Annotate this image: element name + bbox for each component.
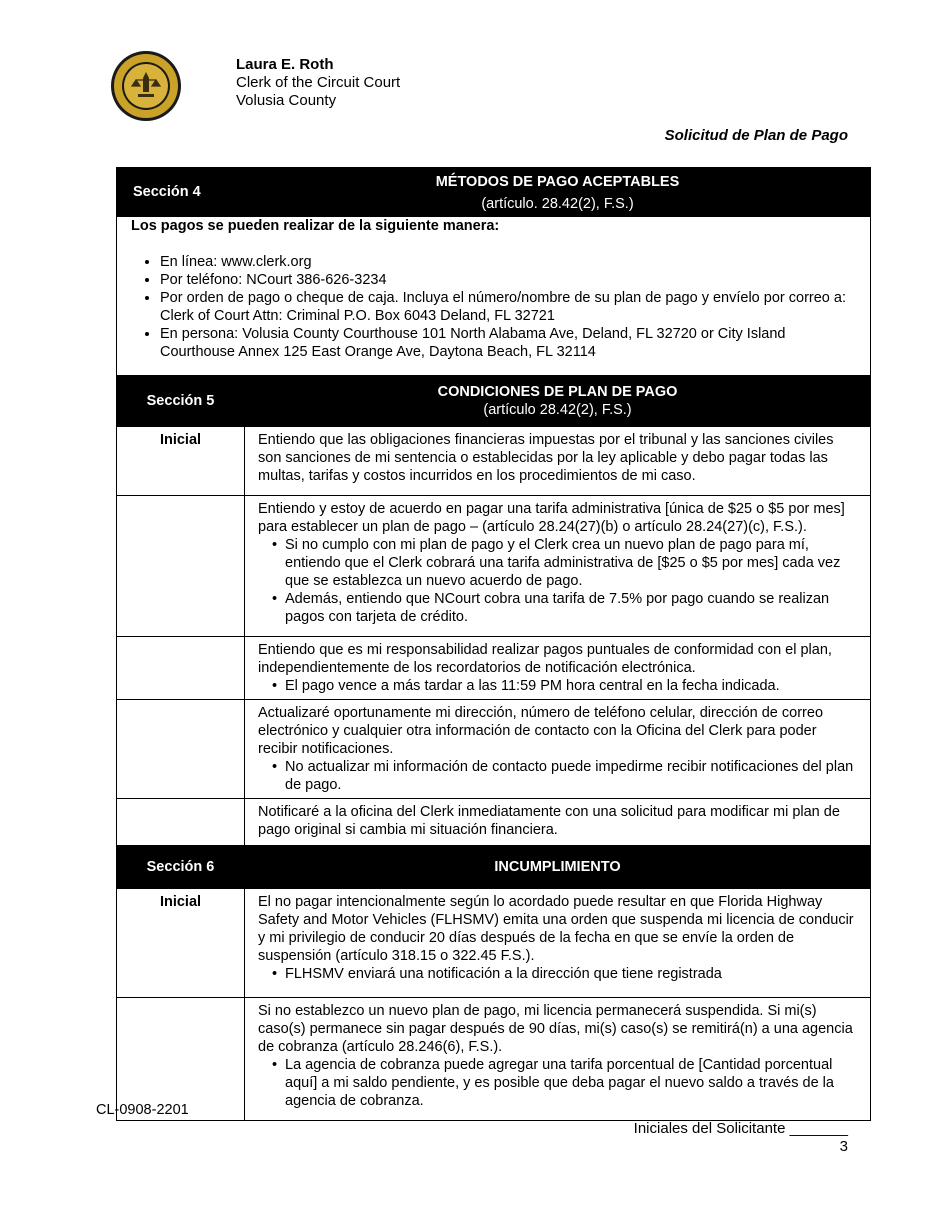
- clerk-seal: [110, 50, 182, 122]
- section-5-row-text-cell: [245, 799, 871, 846]
- initial-box[interactable]: [117, 637, 245, 700]
- initial-label: Inicial: [117, 889, 245, 998]
- condition-bullet: • El pago vence a más tardar a las 11:59 PM hora central en la fecha indicada.: [272, 677, 860, 695]
- section-6-row: [117, 998, 871, 1121]
- section-6-label: Sección 6: [117, 846, 245, 889]
- section-5-label: Sección 5: [117, 376, 245, 427]
- condition-bullet: • Si no cumplo con mi plan de pago y el Clerk crea un nuevo plan de pago para mí, entiendo que el Clerk cobrará una tarifa administrativa de [$25 o $5 por mes] cada vez que se establezca un nuevo acuerdo de pago.: [272, 536, 860, 590]
- form-table: [116, 167, 871, 1121]
- condition-text: Entiendo y estoy de acuerdo en pagar una tarifa administrativa [única de $25 o $5 por mes] para establecer un plan de pago – (artículo 28.24(27)(b) o artículo 28.24(27)(c), F.S.).: [258, 501, 845, 535]
- default-text: Si no establezco un nuevo plan de pago, mi licencia permanecerá suspendida. Si mi(s) caso(s) permanece sin pagar después de 90 días, mi(s) caso(s) se remitirá(n) a una agencia de cobranza (artículo 28.246(6), F.S.).: [258, 1003, 853, 1055]
- condition-text: Notificaré a la oficina del Clerk inmediatamente con una solicitud para modificar mi plan de pago original si cambia mi situación financiera.: [258, 804, 840, 838]
- condition-text: Entiendo que es mi responsabilidad realizar pagos puntuales de conformidad con el plan, independientemente de los recordatorios de notificación electrónica.: [258, 642, 832, 676]
- condition-bullets: [258, 677, 860, 695]
- default-text: El no pagar intencionalmente según lo acordado puede resultar en que Florida Highway Safety and Motor Vehicles (FLHSMV) emita una orden que suspenda mi licencia de conducir y mi privilegio de conducir 20 días después de la fecha en que se envíe la orden de suspensión (artículo 318.15 o 322.45 F.S.).: [258, 894, 854, 964]
- section-5-title: CONDICIONES DE PLAN DE PAGO: [437, 384, 678, 400]
- clerk-county: Volusia County: [236, 92, 337, 109]
- section-5-header: [117, 376, 871, 427]
- section-5-row-text-cell: [245, 637, 871, 700]
- section-5-subtitle: (artículo 28.42(2), F.S.): [483, 402, 632, 418]
- section-6-title: INCUMPLIMIENTO: [245, 846, 871, 889]
- default-bullets: [258, 965, 860, 983]
- payment-method-mail: • Por orden de pago o cheque de caja. Incluya el número/nombre de su plan de pago y envíelo por correo a: Clerk of Court Attn: Criminal P.O. Box 6043 Deland, FL 32721: [160, 289, 860, 325]
- clerk-title: Clerk of the Circuit Court: [236, 74, 401, 91]
- section-4-header: [117, 168, 871, 217]
- payment-method-online: • En línea: www.clerk.org: [160, 253, 860, 271]
- condition-text: Entiendo que las obligaciones financieras impuestas por el tribunal y las sanciones civiles son sanciones de mi sentencia o establecidas por la ley aplicable y debo pagar todas las multas, tarifas y costos incurridos en los procedimientos de mi caso.: [258, 432, 834, 484]
- section-5-row: [117, 496, 871, 637]
- payment-methods-list: [131, 253, 860, 361]
- default-bullets: [258, 1056, 860, 1110]
- initial-box[interactable]: [117, 496, 245, 637]
- section-6-row-text-cell: [245, 998, 871, 1121]
- condition-bullet: • Además, entiendo que NCourt cobra una tarifa de 7.5% por pago cuando se realizan pagos con tarjeta de crédito.: [272, 590, 860, 626]
- section-4-title: MÉTODOS DE PAGO ACEPTABLES: [435, 173, 680, 190]
- condition-bullets: [258, 758, 860, 794]
- section-5-row: [117, 427, 871, 496]
- initial-box[interactable]: [117, 700, 245, 799]
- default-bullet: • FLHSMV enviará una notificación a la dirección que tiene registrada: [272, 965, 860, 983]
- form-code: CL-0908-2201: [96, 1102, 189, 1118]
- clerk-header: [236, 56, 400, 110]
- section-5-row: [117, 799, 871, 846]
- section-4-content: [117, 217, 871, 376]
- section-5-row-text-cell: [245, 427, 871, 496]
- condition-bullet: • No actualizar mi información de contacto puede impedirme recibir notificaciones del plan de pago.: [272, 758, 860, 794]
- section-6-row: [117, 889, 871, 998]
- section-5-row-text-cell: [245, 496, 871, 637]
- form-title: Solicitud de Plan de Pago: [664, 127, 848, 144]
- section-4-subtitle: (artículo. 28.42(2), F.S.): [481, 195, 634, 212]
- section-4-label: Sección 4: [117, 168, 245, 217]
- default-bullet: • La agencia de cobranza puede agregar una tarifa porcentual de [Cantidad porcentual aquí] a mi saldo pendiente, y es posible que deba pagar el nuevo saldo a través de la agencia de cobranza.: [272, 1056, 860, 1110]
- condition-text: Actualizaré oportunamente mi dirección, número de teléfono celular, dirección de correo electrónico y cualquier otra información de contacto con la Oficina del Clerk para poder recibir notificaciones.: [258, 705, 824, 757]
- payment-method-phone: • Por teléfono: NCourt 386-626-3234: [160, 271, 860, 289]
- section-6-header: [117, 846, 871, 889]
- section-4-heading: [245, 168, 871, 217]
- section-5-heading: [245, 376, 871, 427]
- applicant-initials-line[interactable]: Iniciales del Solicitante _______: [633, 1120, 848, 1137]
- section-5-row: [117, 637, 871, 700]
- condition-bullets: [258, 536, 860, 626]
- section-4-body: [117, 217, 871, 376]
- clerk-name: Laura E. Roth: [236, 56, 334, 73]
- initial-box[interactable]: [117, 799, 245, 846]
- page-number: 3: [839, 1138, 848, 1155]
- section-5-row-text-cell: [245, 700, 871, 799]
- section-6-row-text-cell: [245, 889, 871, 998]
- payment-method-in-person: • En persona: Volusia County Courthouse 101 North Alabama Ave, Deland, FL 32720 or City Island Courthouse Annex 125 East Orange Ave, Daytona Beach, FL 32114: [160, 325, 860, 361]
- section-5-row: [117, 700, 871, 799]
- initial-label: Inicial: [117, 427, 245, 496]
- section-4-lead: Los pagos se pueden realizar de la siguiente manera:: [131, 218, 500, 234]
